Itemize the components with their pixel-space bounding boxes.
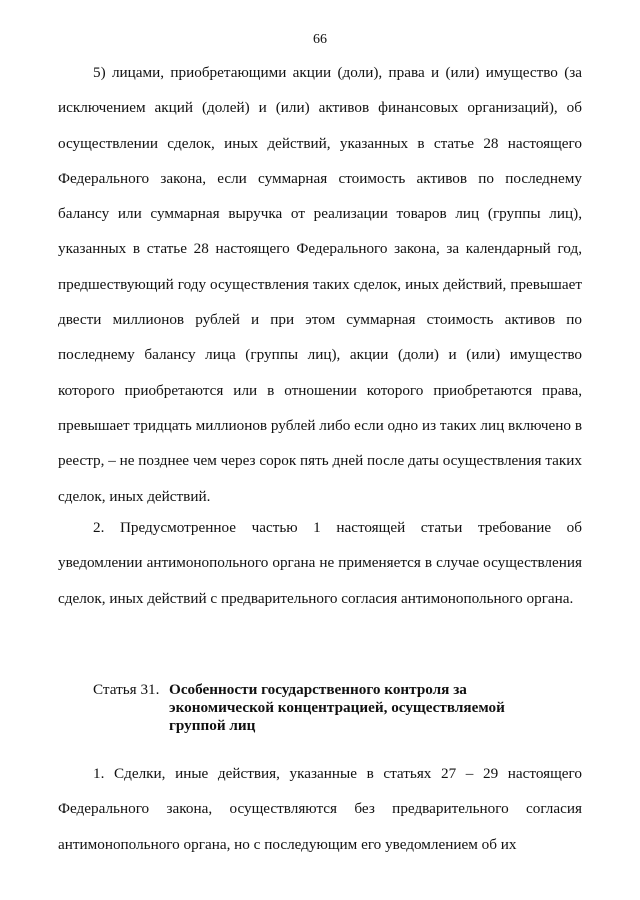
- article-title: Особенности государственного контроля за экономической концентрацией, осуществляемой группой лиц: [169, 681, 505, 734]
- paragraph-item-5: 5) лицами, приобретающими акции (доли), права и (или) имущество (за исключением акций (долей) и (или) активов финансовых организаций), об осуществлении сделок, иных действий, указанных в статье 28 настоящего Федерального закона, если суммарная стоимость активов по последнему балансу или суммарная выручка от реализации товаров лиц (группы лиц), указанных в статье 28 настоящего Федерального закона, за календарный год, предшествующий году осуществления таких сделок, иных действий, превышает двести миллионов рублей и при этом суммарная стоимость активов по последнему балансу лица (группы лиц), акции (доли) и (или) имущество которого приобретаются или в отношении которого приобретаются права, превышает тридцать миллионов рублей либо если одно из таких лиц включено в реестр, – не позднее чем через сорок пять дней после даты осуществления таких сделок, иных действий.: [58, 64, 582, 505]
- paragraph-part-2: 2. Предусмотренное частью 1 настоящей статьи требование об уведомлении антимонопольного органа не применяется в случае осуществления сделок, иных действий с предварительного согласия антимонопольного органа.: [58, 519, 582, 607]
- page-number: 66: [313, 32, 327, 47]
- article-heading: [93, 681, 582, 735]
- paragraph-article-31-part-1: 1. Сделки, иные действия, указанные в статьях 27 – 29 настоящего Федерального закона, осуществляются без предварительного согласия антимонопольного органа, но с последующим его уведомлением об их: [58, 765, 582, 853]
- article-label: Статья 31.: [93, 681, 160, 698]
